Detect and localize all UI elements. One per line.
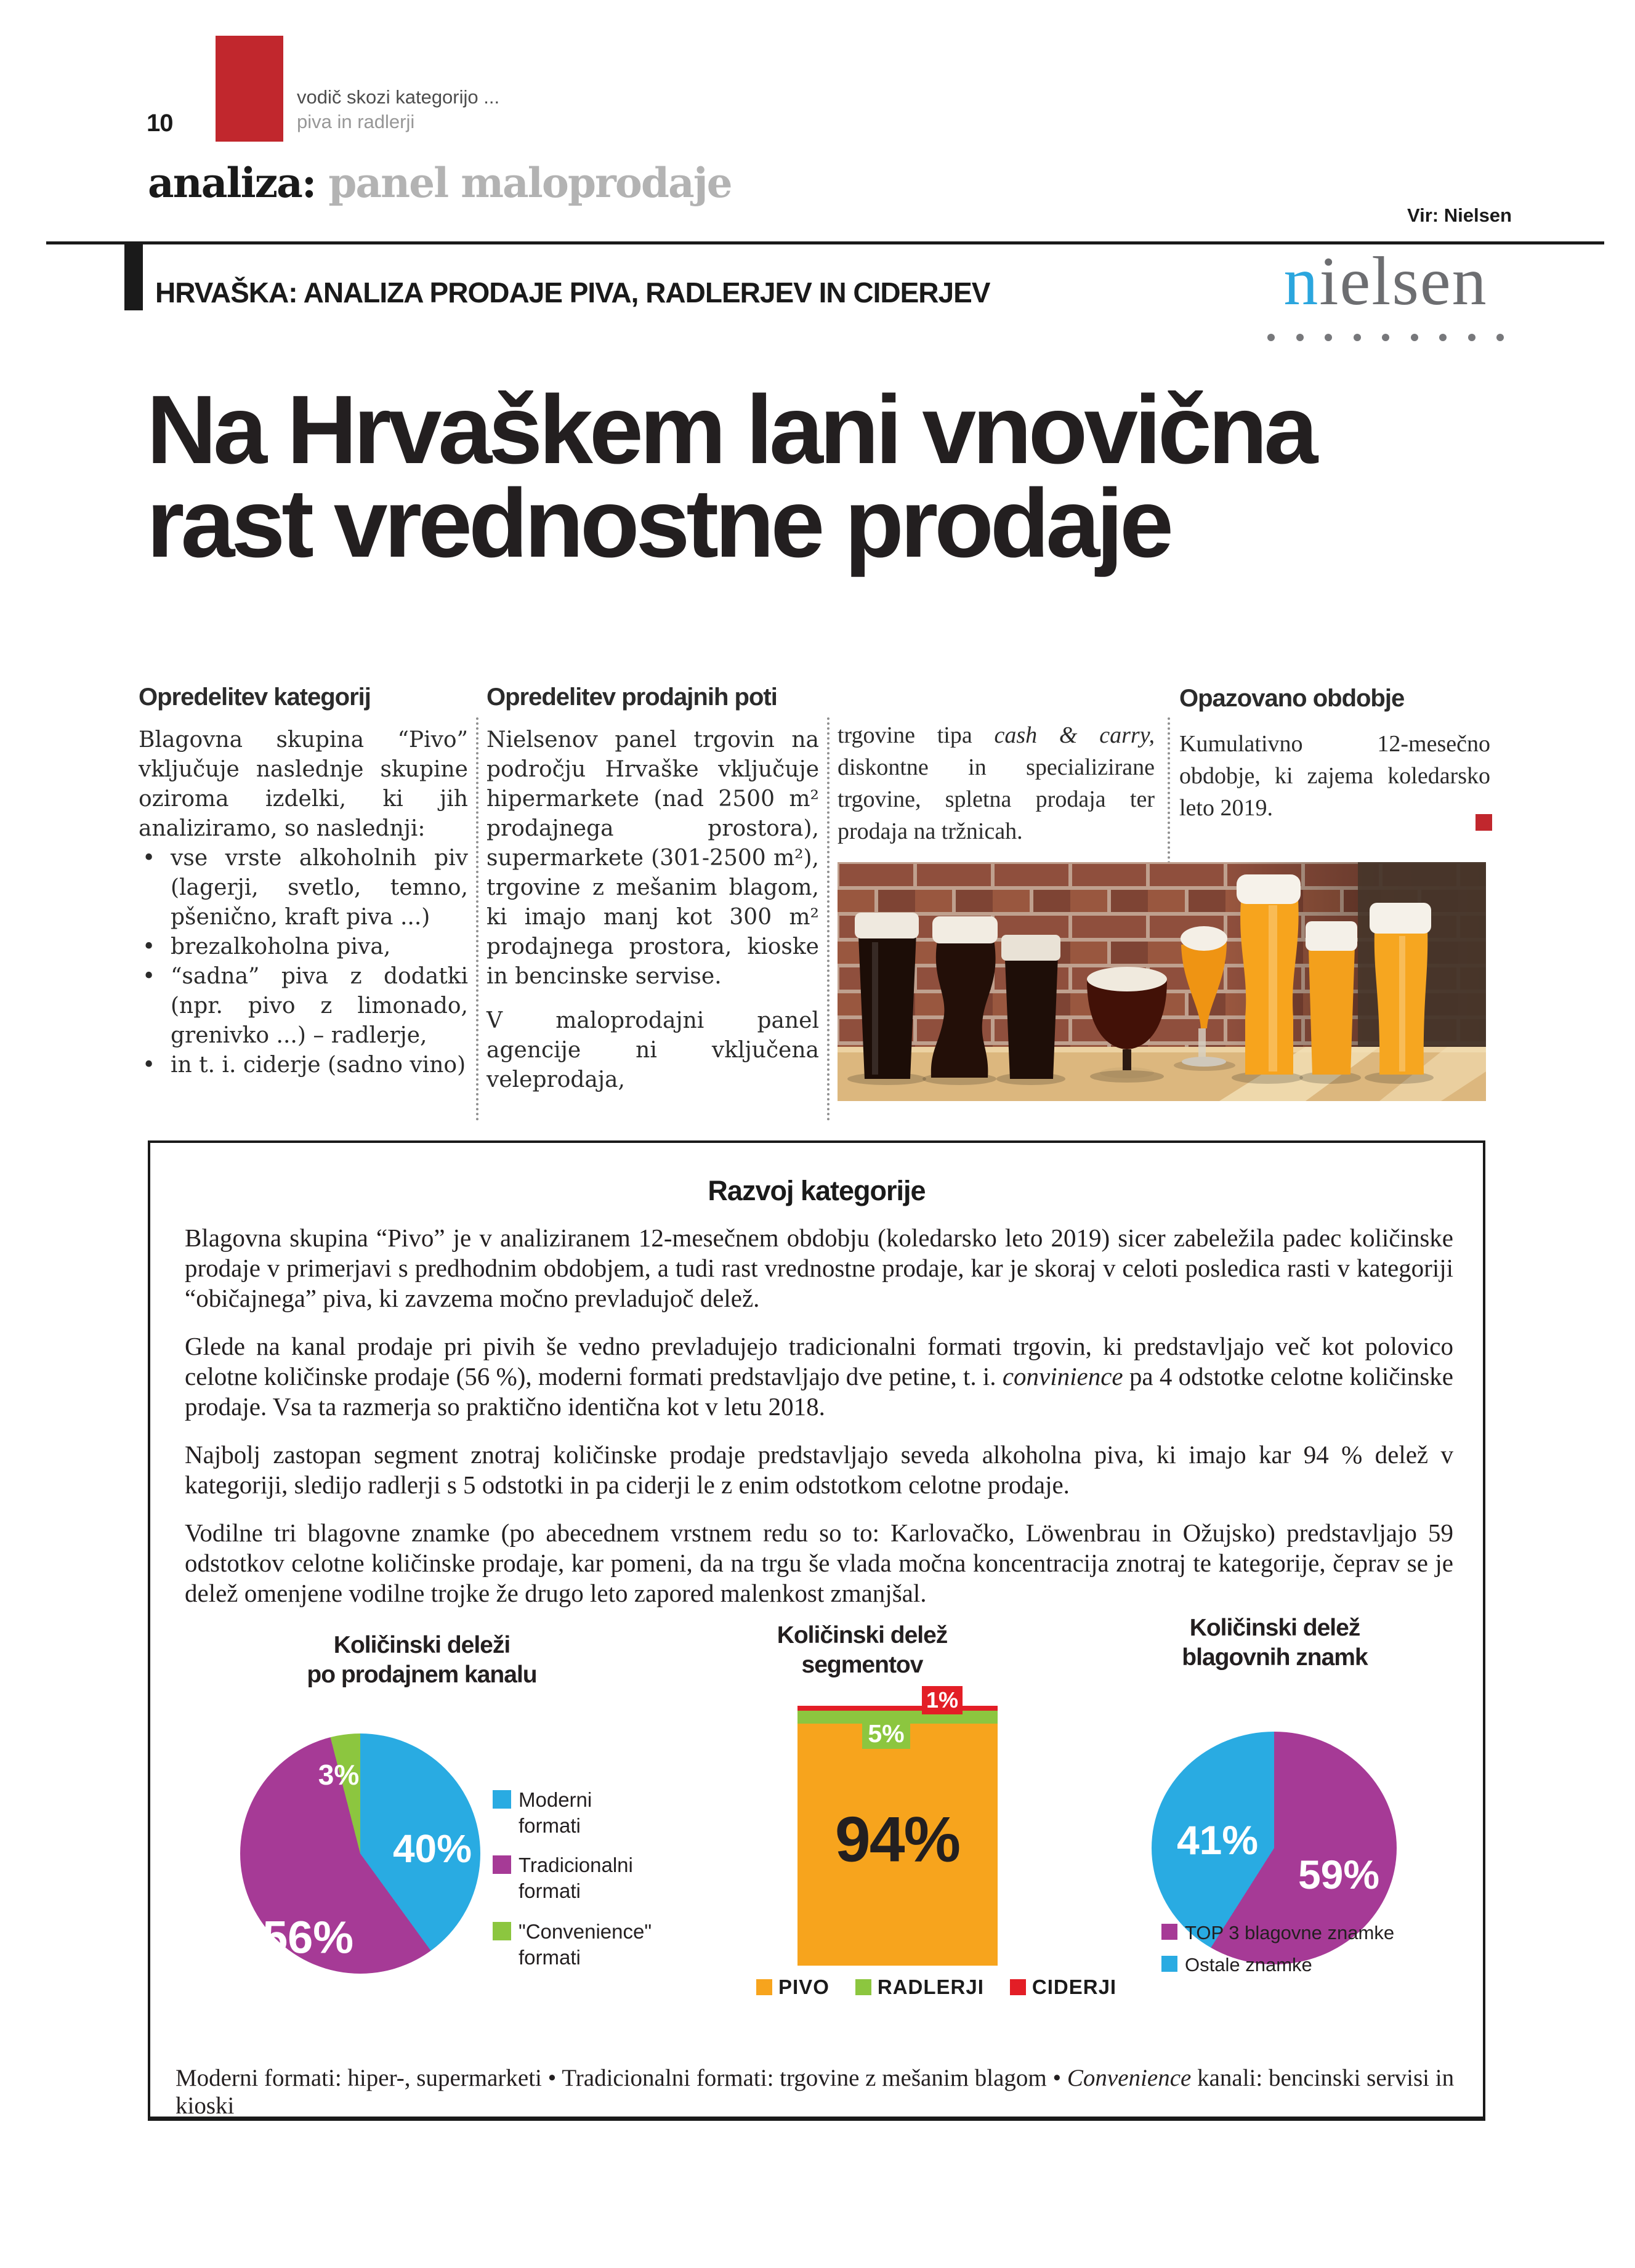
box-paragraph-4: Vodilne tri blagovne znamke (po abecednem vrstnem redu so to: Karlovačko, Löwenbrau in Ožujsko) predstavljajo 59 odstotkov celotne količinske prodaje, kar pomeni, da na trgu še vlada močna koncentracija znotraj te kategorije, čeprav se je delež omenjene vodilne trojke že drugo leto zapored malenkost zmanjšal. bbox=[185, 1519, 1453, 1607]
pie-label-top3: 59% bbox=[1298, 1852, 1380, 1897]
chart1-title-line1: Količinski deleži bbox=[333, 1632, 511, 1658]
legend-swatch-red bbox=[1010, 1979, 1026, 1995]
legend-item bbox=[1161, 1952, 1420, 1978]
box-paragraphs bbox=[185, 1223, 1453, 1626]
legend-swatch-blue bbox=[493, 1790, 511, 1809]
legend-item bbox=[493, 1852, 665, 1904]
bullet-icon: • bbox=[142, 934, 156, 959]
legend-item bbox=[493, 1787, 653, 1839]
legend-label: RADLERJI bbox=[877, 1975, 984, 1998]
column-divider bbox=[476, 717, 478, 1121]
column4-para: Kumulativno 12-mesečno obdobje, ki zajema koledarsko leto 2019. bbox=[1179, 731, 1490, 821]
nielsen-logo-dots bbox=[1267, 334, 1504, 341]
bullet-text: vse vrste alkoholnih piv (lagerji, svetlo, temno, pšenično, kraft piva ...) bbox=[171, 845, 468, 930]
article-kicker: HRVAŠKA: ANALIZA PRODAJE PIVA, RADLERJEV IN CIDERJEV bbox=[155, 276, 990, 309]
legend-label: Moderni formati bbox=[519, 1788, 592, 1837]
nielsen-logo bbox=[1256, 245, 1515, 318]
beer-glasses-photo bbox=[838, 862, 1486, 1101]
legend-label: CIDERJI bbox=[1031, 1975, 1117, 1998]
legend-item bbox=[855, 1975, 984, 1999]
headline-line1: Na Hrvaškem lani vnovična bbox=[147, 376, 1315, 484]
column3-text-post: diskontne in specializirane trgovine, spletna prodaja ter prodaja na tržnicah. bbox=[838, 754, 1155, 844]
list-item bbox=[139, 932, 468, 962]
headline bbox=[147, 376, 1501, 578]
column2-para2: V maloprodajni panel agencije ni vključena veleprodaja, bbox=[486, 1008, 819, 1092]
bullet-text: “sadna” piva z dodatki (npr. pivo z limonado, grenivko ...) – radlerje, bbox=[171, 964, 468, 1048]
column4-heading: Opazovano obdobje bbox=[1179, 685, 1405, 712]
p2-italic: convinience bbox=[1002, 1362, 1123, 1390]
kicker-line1: vodič skozi kategorijo ... bbox=[297, 86, 500, 108]
footnote-post: kanali: bencinski servisi in kioski bbox=[176, 2065, 1455, 2119]
source-label: Vir: Nielsen bbox=[1407, 204, 1512, 226]
bar-label-pivo: 94% bbox=[834, 1804, 960, 1876]
list-item bbox=[139, 844, 468, 932]
chart2-legend bbox=[756, 1975, 1142, 1999]
legend-item bbox=[493, 1919, 652, 1971]
box-title: Razvoj kategorije bbox=[708, 1175, 926, 1206]
chart-brand-share bbox=[1102, 1613, 1447, 2020]
box-paragraph-2 bbox=[185, 1331, 1453, 1422]
box-paragraph-1: Blagovna skupina “Pivo” je v analiziranem 12-mesečnem obdobju (koledarsko leto 2019) sicer zabeležila padec količinske prodaje v primerjavi s predhodnim obdobjem, a tudi rast vrednostne prodaje, kar je skoraj v celoti posledica rasti v kategoriji “običajnega” piva, ki zavzema močno prevladujoč delež. bbox=[185, 1224, 1453, 1312]
chart3-title bbox=[1102, 1613, 1447, 1673]
column-definitions bbox=[139, 682, 468, 1080]
list-item bbox=[139, 962, 468, 1051]
column-observed-period bbox=[1179, 682, 1490, 824]
legend-swatch-blue bbox=[1161, 1956, 1177, 1972]
column1-heading: Opredelitev kategorij bbox=[139, 684, 371, 711]
section-title bbox=[148, 159, 732, 207]
legend-label: "Convenience" formati bbox=[519, 1920, 652, 1969]
nielsen-logo-rest: ielsen bbox=[1319, 243, 1488, 320]
legend-label: Ostale znamke bbox=[1185, 1954, 1312, 1975]
pie-label-ostale: 41% bbox=[1176, 1817, 1259, 1863]
pie-label-convenience: 3% bbox=[318, 1759, 360, 1791]
box-paragraph-3: Najbolj zastopan segment znotraj količinske prodaje predstavljajo seveda alkoholna piva, ki imajo kar 94 % delež v kategoriji, sledijo radlerji s 5 odstotki in pa ciderji le z enim odstotkom celotne prodaje. bbox=[185, 1440, 1453, 1499]
chart2-title-line2: segmentov bbox=[801, 1652, 923, 1678]
end-of-article-red-square bbox=[1476, 814, 1492, 831]
chart3-title-line1: Količinski delež bbox=[1189, 1615, 1360, 1641]
column3-text: trgovine tipa bbox=[838, 722, 995, 748]
nielsen-logo-first-letter: n bbox=[1283, 243, 1320, 320]
column-sales-channels bbox=[486, 682, 819, 1095]
column1-intro: Blagovna skupina “Pivo” vključuje naslednje skupine oziroma izdelki, ki jih analiziramo, so naslednji: bbox=[139, 727, 468, 841]
legend-swatch-orange bbox=[756, 1979, 772, 1995]
column2-para1: Nielsenov panel trgovin na področju Hrvaške vključuje hipermarkete (nad 2500 m² prodajnega prostora), supermarkete (301-2500 m²), trgovine z mešanim blagom, ki imajo manj kot 300 m² prodajnega prostora, kioske in bencinske servise. bbox=[486, 727, 819, 989]
callout-ciderji: 1% bbox=[922, 1686, 963, 1714]
headline-line2: rast vrednostne prodaje bbox=[147, 469, 1170, 578]
legend-item bbox=[1161, 1920, 1420, 1946]
legend-swatch-purple bbox=[1161, 1924, 1177, 1940]
box-footnote bbox=[176, 2064, 1463, 2120]
column2-heading: Opredelitev prodajnih poti bbox=[486, 684, 777, 711]
header-vertical-bar bbox=[124, 241, 143, 310]
footnote-pre: Moderni formati: hiper-, supermarketi • Tradicionalni formati: trgovine z mešanim blagom • bbox=[176, 2065, 1067, 2091]
chart-channel-share bbox=[185, 1626, 659, 2008]
chart1-title-line2: po prodajnem kanalu bbox=[307, 1661, 537, 1688]
column-divider bbox=[1168, 717, 1170, 879]
bar-segment-ciderji bbox=[797, 1706, 998, 1711]
chart-segment-share bbox=[690, 1620, 1117, 2014]
page-number: 10 bbox=[147, 110, 173, 137]
legend-item bbox=[756, 1975, 830, 1999]
pie-label-moderni: 40% bbox=[392, 1826, 472, 1871]
column3-italic: cash & carry, bbox=[994, 722, 1155, 748]
p2-pre: Glede na kanal prodaje pri pivih še vedno prevladujejo tradicionalni formati trgovin, ki predstavljajo več kot polovico celotne količinske prodaje (56 %), moderni formati predstavljajo dve petine, t. i. bbox=[185, 1332, 1453, 1390]
callout-radlerji: 5% bbox=[862, 1718, 910, 1749]
legend-swatch-purple bbox=[493, 1855, 511, 1874]
column1-bullets bbox=[139, 844, 468, 1080]
bullet-icon: • bbox=[142, 1052, 156, 1078]
legend-swatch-green bbox=[493, 1922, 511, 1940]
chart1-title bbox=[185, 1631, 659, 1690]
p2-post: pa 4 odstotke celotne količinske prodaje. Vsa ta razmerja so praktično identična kot v letu 2018. bbox=[185, 1362, 1453, 1421]
masthead-kicker bbox=[297, 85, 499, 134]
chart3-title-line2: blagovnih znamk bbox=[1182, 1644, 1368, 1671]
bullet-icon: • bbox=[142, 845, 156, 871]
pie-label-tradicionalni: 56% bbox=[262, 1911, 354, 1963]
kicker-line2: piva in radlerji bbox=[297, 111, 415, 132]
legend-item bbox=[1010, 1975, 1116, 1999]
legend-label: TOP 3 blagovne znamke bbox=[1185, 1922, 1395, 1943]
column-continuation bbox=[838, 719, 1155, 847]
legend-label: PIVO bbox=[778, 1975, 830, 1998]
bullet-text: in t. i. ciderje (sadno vino) bbox=[171, 1052, 466, 1078]
list-item bbox=[139, 1051, 468, 1080]
section-title-gray: panel maloprodaje bbox=[315, 159, 732, 207]
footnote-italic: Convenience bbox=[1067, 2065, 1192, 2091]
legend-swatch-green bbox=[855, 1979, 871, 1995]
bullet-icon: • bbox=[142, 964, 156, 989]
chart2-title bbox=[690, 1621, 1035, 1680]
column-divider bbox=[827, 717, 830, 1121]
legend-label: Tradicionalni formati bbox=[519, 1854, 633, 1902]
chart2-title-line1: Količinski delež bbox=[777, 1622, 948, 1649]
masthead-red-block bbox=[216, 36, 283, 142]
section-title-black: analiza: bbox=[148, 159, 316, 207]
bullet-text: brezalkoholna piva, bbox=[171, 934, 391, 959]
